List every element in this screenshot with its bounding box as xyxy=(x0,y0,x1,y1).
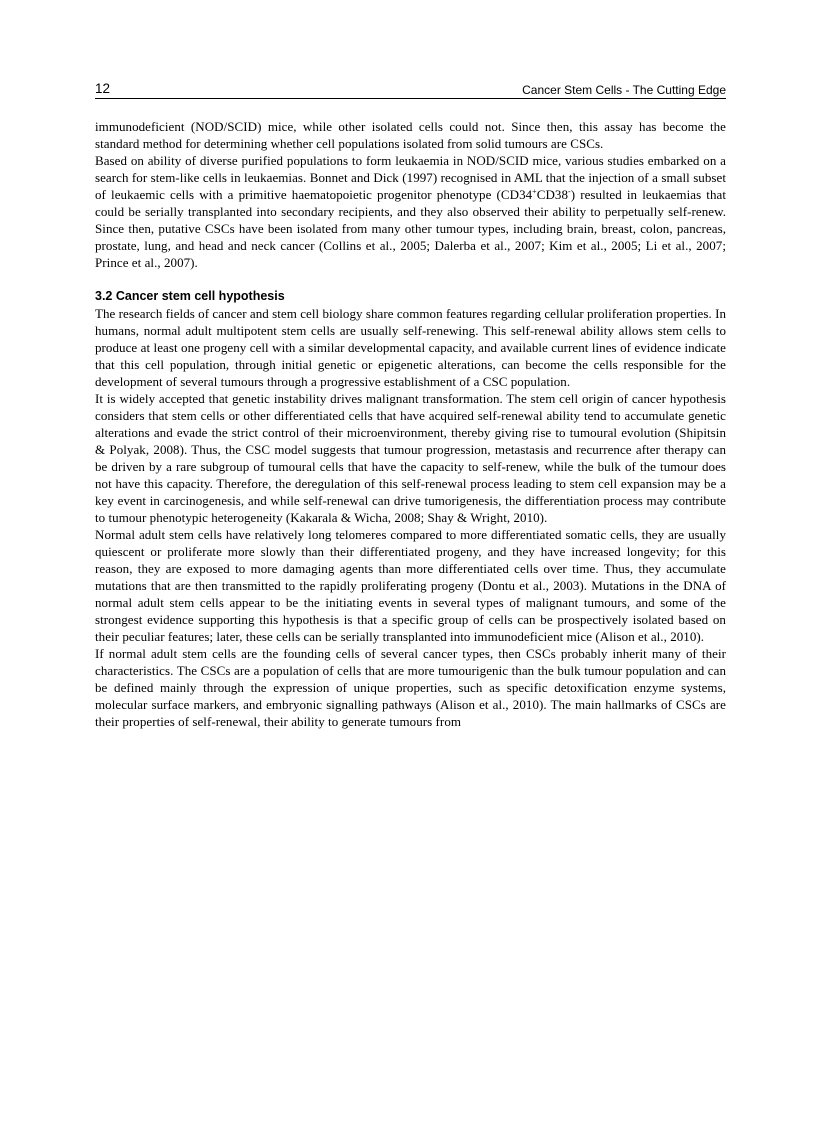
running-title: Cancer Stem Cells - The Cutting Edge xyxy=(522,83,726,97)
paragraph-2 xyxy=(95,152,726,271)
paragraph-2-text-a: Based on ability of diverse purified populations to form leukaemia in NOD/SCID mice, various studies embarked on a search for stem-like cells in leukaemias. Bonnet and Dick (1997) recognised in AML that the injection of a small subset of leukaemic cells with a primitive haematopoietic progenitor phenotype (CD34 xyxy=(95,153,726,202)
section-heading: 3.2 Cancer stem cell hypothesis xyxy=(95,289,285,303)
superscript-minus: - xyxy=(568,187,571,196)
paragraph-3: The research fields of cancer and stem cell biology share common features regarding cellular proliferation properties. In humans, normal adult multipotent stem cells are usually self-renewing. This self-renewal ability allows stem cells to produce at least one progeny cell with a similar developmental capacity, and available current lines of evidence indicate that this cell population, through initial genetic or epigenetic alterations, can become the cells responsible for the development of several tumours through a progressive establishment of a CSC population. xyxy=(95,306,726,389)
paragraph-2-text-b: CD38 xyxy=(536,187,568,202)
superscript-plus: + xyxy=(532,187,537,196)
body-text xyxy=(95,118,726,730)
running-header xyxy=(95,81,726,99)
paragraph-5: Normal adult stem cells have relatively long telomeres compared to more differentiated somatic cells, they are usually quiescent or proliferate more slowly than their differentiated progeny, and they have increased longevity; for this reason, they are exposed to more damaging agents than more differentiated cells over time. Thus, they accumulate mutations that are then transmitted to the rapidly proliferating progeny (Dontu et al., 2003). Mutations in the DNA of normal adult stem cells appear to be the initiating events in several types of malignant tumours, and some of the strongest evidence supporting this hypothesis is that a specific group of cells can be prospectively isolated based on their peculiar features; later, these cells can be serially transplanted into immunodeficient mice (Alison et al., 2010). xyxy=(95,527,726,644)
paragraph-1: immunodeficient (NOD/SCID) mice, while other isolated cells could not. Since then, this assay has become the standard method for determining whether cell populations isolated from solid tumours are CSCs. xyxy=(95,119,726,151)
paragraph-6: If normal adult stem cells are the founding cells of several cancer types, then CSCs probably inherit many of their characteristics. The CSCs are a population of cells that are more tumourigenic than the bulk tumour population and can be defined mainly through the expression of unique properties, such as specific detoxification enzyme systems, molecular surface markers, and embryonic signalling pathways (Alison et al., 2010). The main hallmarks of CSCs are their properties of self-renewal, their ability to generate tumours from xyxy=(95,646,726,729)
paragraph-4: It is widely accepted that genetic instability drives malignant transformation. The stem cell origin of cancer hypothesis considers that stem cells or other differentiated cells that have acquired self-renewal ability tend to accumulate genetic alterations and evade the strict control of their microenvironment, thereby giving rise to tumoural evolution (Shipitsin & Polyak, 2008). Thus, the CSC model suggests that tumour progression, metastasis and recurrence after therapy can be driven by a rare subgroup of tumoural cells that have the capacity to self-renew, while the bulk of the tumour does not have this capacity. Therefore, the deregulation of this self-renewal process leading to stem cell expansion may be a key event in carcinogenesis, and while self-renewal can drive tumorigenesis, the differentiation process may contribute to tumour phenotypic heterogeneity (Kakarala & Wicha, 2008; Shay & Wright, 2010). xyxy=(95,391,726,525)
page-number: 12 xyxy=(95,81,111,96)
paragraph-2-text-c: ) resulted in leukaemias that could be serially transplanted into secondary recipients, and they also observed their ability to perpetually self-renew. Since then, putative CSCs have been isolated from many other tumour types, including brain, breast, colon, pancreas, prostate, lung, and head and neck cancer (Collins et al., 2005; Dalerba et al., 2007; Kim et al., 2005; Li et al., 2007; Prince et al., 2007). xyxy=(95,187,726,270)
